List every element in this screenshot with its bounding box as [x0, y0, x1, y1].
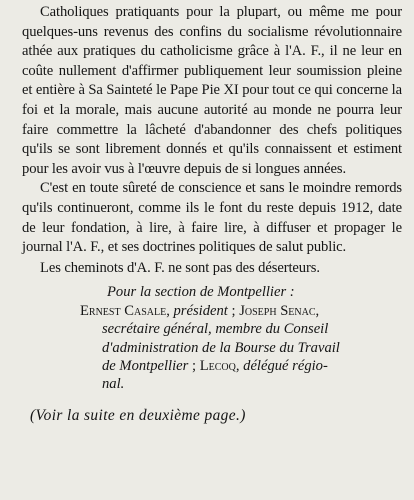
article-paragraph-3: Les cheminots d'A. F. ne sont pas des déserteurs.	[40, 259, 320, 276]
separator: ;	[227, 302, 240, 319]
continued-notice: (Voir la suite en deuxième page.)	[30, 406, 246, 424]
article-paragraph-1: Catholiques pratiquants pour la plupart, ou même me pour quelques-uns revenus des confins du socialisme révolutionnaire athée aux pratiques du catholicisme grâce à l'A. F., il ne leur en coûte nullement d'affirmer publiquement leur soumission pleine et entière à Sa Sainteté le Pape Pie XI pour tout ce qui concerne la foi et la morale, mais aucune autorité au monde ne pourra leur faire commettre la lâcheté d'abandonner des chefs politiques qu'ils se sont librement donnés et qu'ils connaissent et estiment pour les avoir vus à l'œuvre depuis de si longues années.	[22, 4, 402, 177]
signatory-name-senac: Joseph Senac,	[239, 302, 320, 319]
signatory-role-delegue-end: nal.	[102, 376, 125, 393]
signatory-role-montpellier: de Montpellier	[102, 357, 189, 374]
signature-names-line	[22, 302, 402, 320]
separator: ;	[188, 357, 200, 374]
article-paragraph-2: C'est en toute sûreté de conscience et sans le moindre remords qu'ils continueront, comme ils le font du reste depuis 1912, date de leur fondation, à lire, à faire lire, à diffuser et propager le journal l'A. F., et ses doctrines politiques de salut public.	[22, 180, 402, 256]
signatory-role-bourse: d'administration de la Bourse du Travail	[102, 339, 340, 356]
signatory-role-secretary: secrétaire général, membre du Conseil	[102, 321, 329, 338]
signature-block	[22, 283, 402, 393]
signatory-name-lecoq: Lecoq,	[199, 357, 240, 374]
signatory-role-delegue: délégué régio-	[243, 357, 328, 374]
signatory-role-president: président	[173, 302, 228, 319]
signature-heading: Pour la section de Montpellier :	[107, 284, 295, 301]
signatory-role-montpellier-line	[22, 357, 402, 375]
signatory-name-casale: Ernest Casale,	[80, 302, 170, 319]
